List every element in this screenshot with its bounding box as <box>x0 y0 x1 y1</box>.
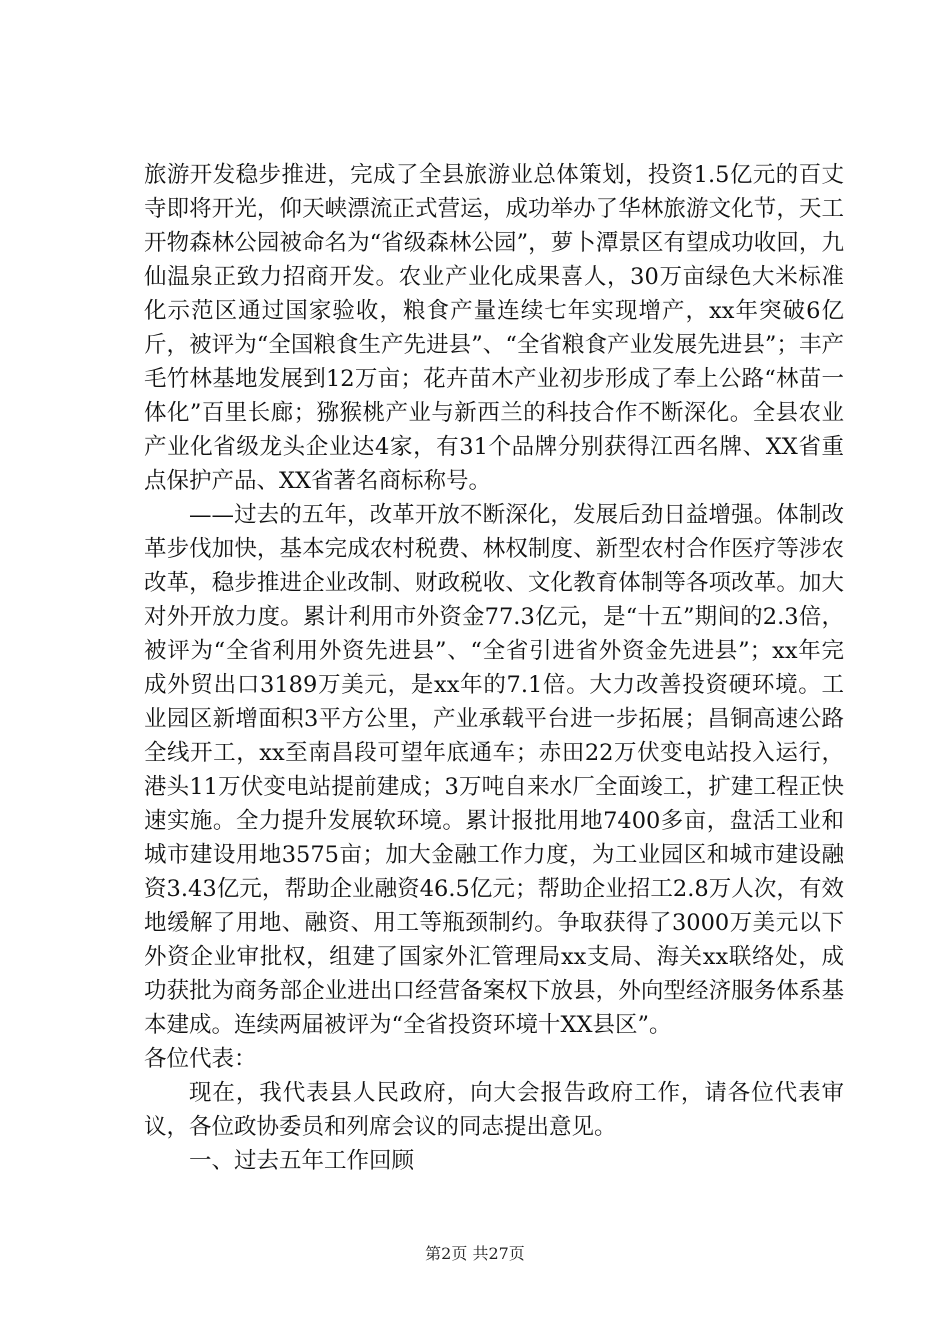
section-heading: 一、过去五年工作回顾 <box>189 1148 415 1174</box>
page-footer: 第2页 共27页 <box>425 1244 525 1263</box>
paragraph-report-intro: 现在，我代表县人民政府，向大会报告政府工作，请各位代表审议，各位政协委员和列席会议的同志提出意见。 <box>144 1080 844 1140</box>
document-body <box>144 158 844 1178</box>
paragraph-tourism-agriculture: 旅游开发稳步推进，完成了全县旅游业总体策划，投资1.5亿元的百丈寺即将开光，仰天峡漂流正式营运，成功举办了华林旅游文化节，天工开物森林公园被命名为“省级森林公园”，萝卜潭景区有望成功收回，九仙温泉正致力招商开发。农业产业化成果喜人，30万亩绿色大米标准化示范区通过国家验收，粮食产量连续七年实现增产，xx年突破6亿斤，被评为“全国粮食生产先进县”、“全省粮食产业发展先进县”；丰产毛竹林基地发展到12万亩；花卉苗木产业初步形成了奉上公路“林苗一体化”百里长廊；猕猴桃产业与新西兰的科技合作不断深化。全县农业产业化省级龙头企业达4家，有31个品牌分别获得江西名牌、XX省重点保护产品、XX省著名商标称号。 <box>144 162 844 494</box>
paragraph-salutation: 各位代表： <box>144 1046 257 1072</box>
paragraph-reform-opening: ——过去的五年，改革开放不断深化，发展后劲日益增强。体制改革步伐加快，基本完成农村税费、林权制度、新型农村合作医疗等涉农改革，稳步推进企业改制、财政税收、文化教育体制等各项改革。加大对外开放力度。累计利用市外资金77.3亿元，是“十五”期间的2.3倍，被评为“全省利用外资先进县”、“全省引进省外资金先进县”；xx年完成外贸出口3189万美元，是xx年的7.1倍。大力改善投资硬环境。工业园区新增面积3平方公里，产业承载平台进一步拓展；昌铜高速公路全线开工，xx至南昌段可望年底通车；赤田22万伏变电站投入运行，港头11万伏变电站提前建成；3万吨自来水厂全面竣工，扩建工程正快速实施。全力提升发展软环境。累计报批用地7400多亩，盘活工业和城市建设用地3575亩；加大金融工作力度，为工业园区和城市建设融资3.43亿元，帮助企业融资46.5亿元；帮助企业招工2.8万人次，有效地缓解了用地、融资、用工等瓶颈制约。争取获得了3000万美元以下外资企业审批权，组建了国家外汇管理局xx支局、海关xx联络处，成功获批为商务部企业进出口经营备案权下放县，外向型经济服务体系基本建成。连续两届被评为“全省投资环境十XX县区”。 <box>144 502 844 1038</box>
